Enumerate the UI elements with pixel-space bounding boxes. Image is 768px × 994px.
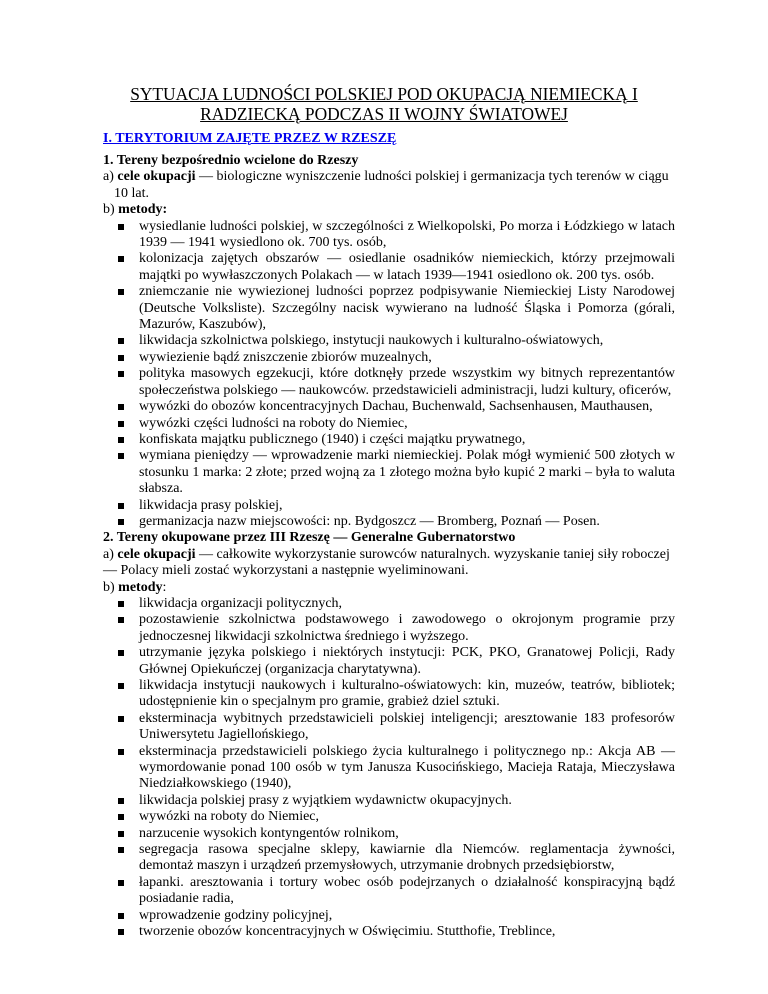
goals-paragraph-2 <box>103 547 675 580</box>
list-item: wywózki na roboty do Niemiec, <box>139 809 675 825</box>
methods-prefix-1: b) <box>103 202 119 218</box>
list-item: likwidacja instytucji naukowych i kulturalno-oświatowych: kin, muzeów, teatrów, bibliotek; udostępnienie kin o specjalnym pro gramie, grabież dziel sztuki. <box>139 678 675 710</box>
methods-heading-2 <box>103 580 675 596</box>
goals-paragraph-1 <box>103 169 675 185</box>
list-item: wysiedlanie ludności polskiej, w szczególności z Wielkopolski, Po morza i Łódzkiego w latach 1939 — 1941 wysiedlono ok. 700 tys. osób, <box>139 218 675 251</box>
subsection-2-heading: 2. Tereny okupowane przez III Rzeszę — Generalne Gubernatorstwo <box>103 530 516 546</box>
title-line-1: SYTUACJA LUDNOŚCI POLSKIEJ POD OKUPACJĄ NIEMIECKĄ I <box>130 84 638 104</box>
list-item: wywózki do obozów koncentracyjnych Dachau, Buchenwald, Sachsenhausen, Mauthausen, <box>139 399 675 415</box>
list-item: zniemczanie nie wywiezionej ludności poprzez podpisywanie Niemieckiej Listy Narodowej (Deutsche Volksliste). Szczególny nacisk wywierano na ludność Śląska i Pomorza (górali, Mazurów, Kaszubów), <box>139 284 675 333</box>
list-item: pozostawienie szkolnictwa podstawowego i zawodowego o okrojonym programie przy jednoczesnej likwidacji szkolnictwa średniego i wyższego. <box>139 612 675 644</box>
document-title <box>100 84 668 124</box>
goals-continuation-1: 10 lat. <box>114 185 149 201</box>
list-item: segregacja rasowa specjalne sklepy, kawiarnie dla Niemców. reglamentacja żywności, demontaż maszyn i urządzeń przemysłowych, utrzymanie drobnych przedsiębiorstw, <box>139 842 675 874</box>
goals-prefix-1: a) <box>103 169 118 185</box>
list-item: germanizacja nazw miejscowości: np. Bydgoszcz — Bromberg, Poznań — Posen. <box>139 514 675 530</box>
list-item: kolonizacja zajętych obszarów — osiedlanie osadników niemieckich, którzy przejmowali majątki po wywłaszczonych Polakach — w latach 1939—1941 osiedlono ok. 200 tys. osób. <box>139 251 675 283</box>
list-item: eksterminacja przedstawicieli polskiego życia kulturalnego i politycznego np.: Akcja AB — wymordowanie ponad 100 osób w tym Janusza Kusocińskiego, Macieja Rataja, Mieczysława Niedziałkowskiego (1940), <box>139 743 675 792</box>
title-line-2: RADZIECKĄ PODCZAS II WOJNY ŚWIATOWEJ <box>200 104 568 124</box>
list-item: tworzenie obozów koncentracyjnych w Oświęcimiu. Stutthofie, Treblince, <box>139 924 675 940</box>
methods-colon-2: : <box>162 579 167 595</box>
goals-prefix-2: a) <box>103 546 118 562</box>
list-item: wywózki części ludności na roboty do Niemiec, <box>139 416 675 432</box>
methods-heading-1 <box>103 202 675 218</box>
list-item: łapanki. aresztowania i tortury wobec osób podejrzanych o działalność konspiracyjną bądź posiadanie radia, <box>139 874 675 907</box>
list-item: wprowadzenie godziny policyjnej, <box>139 908 675 924</box>
methods-list-1 <box>103 219 675 531</box>
list-item: eksterminacja wybitnych przedstawicieli polskiej inteligencji; aresztowanie 183 profesorów Uniwersytetu Jagiellońskiego, <box>139 710 675 743</box>
methods-prefix-2: b) <box>103 579 119 595</box>
list-item: konfiskata majątku publicznego (1940) i części majątku prywatnego, <box>139 432 675 448</box>
subsection-1-heading: 1. Tereny bezpośrednio wcielone do Rzeszy <box>103 153 359 168</box>
methods-label-1: metody: <box>118 202 168 218</box>
goals-text-2: — całkowite wykorzystanie surowców naturalnych. wyzyskanie taniej siły roboczej — Polacy mieli zostać wykorzystani a następnie wyeliminowani. <box>103 546 670 579</box>
list-item: narzucenie wysokich kontyngentów rolnikom, <box>139 826 675 842</box>
goals-text-1: — biologiczne wyniszczenie ludności polskiej i germanizacja tych terenów w ciągu <box>195 169 669 185</box>
list-item: likwidacja prasy polskiej, <box>139 498 675 514</box>
list-item: wywiezienie bądź zniszczenie zbiorów muzealnych, <box>139 350 675 366</box>
list-item: likwidacja organizacji politycznych, <box>139 596 675 612</box>
list-item: wymiana pieniędzy — wprowadzenie marki niemieckiej. Polak mógł wymienić 500 złotych w stosunku 1 marka: 2 złote; przed wojną za 1 złotego można było kupić 2 marki – była to waluta słabsza. <box>139 448 675 497</box>
goals-label-1: cele okupacji <box>117 169 196 185</box>
list-item: polityka masowych egzekucji, które dotknęły przede wszystkim wy bitnych reprezentantów społeczeństwa polskiego — naukowców. przedstawicieli administracji, ludzi kultury, oficerów, <box>139 366 675 398</box>
list-item: utrzymanie języka polskiego i niektórych instytucji: PCK, PKO, Granatowej Policji, Rady Głównej Opiekuńczej (organizacja charytatywna). <box>139 645 675 677</box>
methods-label-2: metody <box>118 579 163 595</box>
document-body <box>103 153 675 941</box>
goals-label-2: cele okupacji <box>117 546 196 562</box>
list-item: likwidacja polskiej prasy z wyjątkiem wydawnictw okupacyjnych. <box>139 793 675 809</box>
section-1-link[interactable]: I. TERYTORIUM ZAJĘTE PRZEZ W RZESZĘ <box>103 131 397 146</box>
list-item: likwidacja szkolnictwa polskiego, instytucji naukowych i kulturalno-oświatowych, <box>139 333 675 349</box>
methods-list-2 <box>103 596 675 941</box>
